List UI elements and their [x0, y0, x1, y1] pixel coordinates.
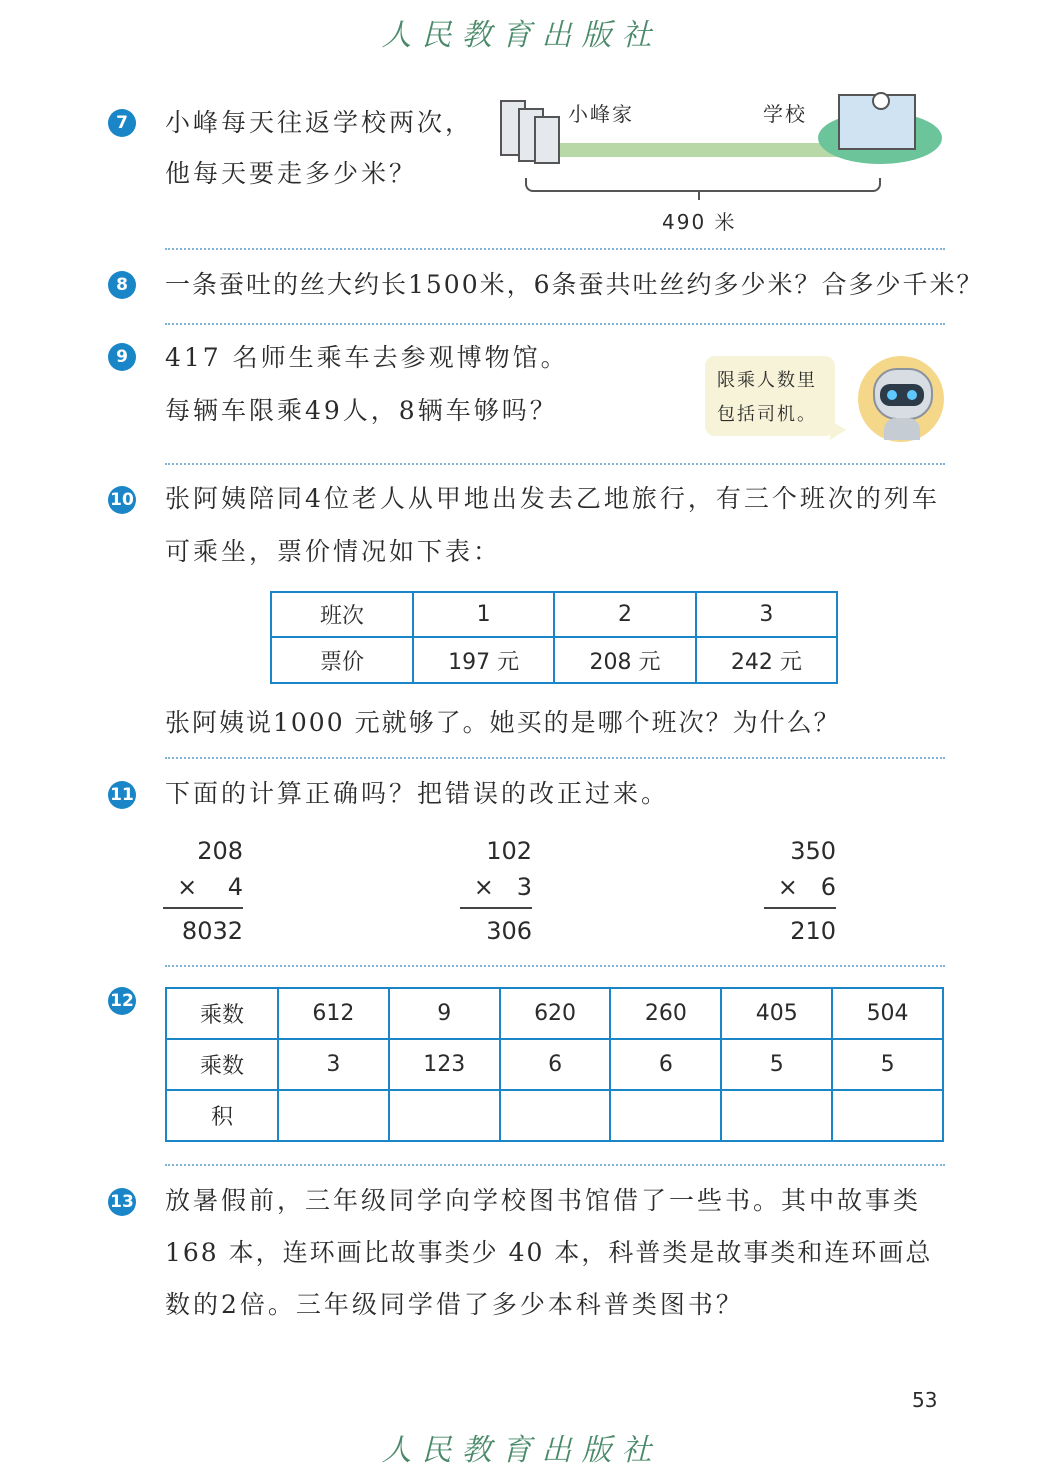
calc-result: 210	[790, 917, 836, 945]
table-cell: 612	[278, 988, 389, 1039]
table-cell: 504	[832, 988, 943, 1039]
answer-cell[interactable]	[389, 1090, 500, 1141]
ticket-price-table	[270, 591, 838, 684]
table-header-cell: 乘数	[166, 988, 278, 1039]
calc-multiplier: × 3	[473, 873, 532, 901]
bubble-line2: 包括司机。	[717, 404, 817, 425]
table-cell: 9	[389, 988, 500, 1039]
question-number-13: 13	[108, 1188, 136, 1216]
calculation-1	[163, 833, 243, 949]
question-number-7: 7	[108, 109, 136, 137]
table-row	[166, 1090, 943, 1141]
q7-text-line2: 他每天要走多少米？	[165, 159, 418, 188]
table-row	[166, 1039, 943, 1090]
home-label: 小峰家	[568, 102, 634, 126]
table-cell: 6	[610, 1039, 721, 1090]
calc-multiplicand: 350	[790, 837, 836, 865]
divider	[165, 757, 945, 759]
publisher-logo-bottom: 人民教育出版社	[381, 1433, 662, 1468]
school-label: 学校	[763, 102, 807, 126]
table-row	[166, 988, 943, 1039]
speech-bubble-tail	[830, 420, 846, 440]
q10-text-line1: 张阿姨陪同4位老人从甲地出发去乙地旅行，有三个班次的列车	[165, 484, 940, 513]
divider	[165, 965, 945, 967]
page-number: 53	[912, 1388, 938, 1412]
table-cell: 242 元	[696, 637, 837, 683]
table-cell: 260	[610, 988, 721, 1039]
table-cell: 208 元	[554, 637, 695, 683]
q7-text-line1: 小峰每天往返学校两次，	[165, 108, 474, 137]
answer-cell[interactable]	[500, 1090, 611, 1141]
answer-cell[interactable]	[832, 1090, 943, 1141]
table-cell: 123	[389, 1039, 500, 1090]
q9-text-line1: 417 名师生乘车去参观博物馆。	[165, 343, 569, 372]
table-cell: 1	[413, 592, 554, 637]
calc-result: 8032	[181, 917, 243, 945]
table-cell: 3	[278, 1039, 389, 1090]
calculation-2	[460, 833, 532, 949]
table-header-cell: 班次	[271, 592, 413, 637]
table-cell: 405	[721, 988, 832, 1039]
distance-brace-tick	[698, 190, 700, 200]
table-cell: 6	[500, 1039, 611, 1090]
speech-bubble	[705, 356, 835, 436]
table-header-cell: 票价	[271, 637, 413, 683]
table-row	[271, 637, 837, 683]
answer-cell[interactable]	[721, 1090, 832, 1141]
multiplication-table	[165, 987, 944, 1142]
question-number-11: 11	[108, 781, 136, 809]
table-cell: 3	[696, 592, 837, 637]
distance-brace	[525, 178, 881, 192]
distance-label: 490 米	[662, 210, 737, 234]
table-cell: 5	[721, 1039, 832, 1090]
calc-line	[764, 907, 836, 909]
q13-text-line1: 放暑假前，三年级同学向学校图书馆借了一些书。其中故事类	[165, 1186, 922, 1215]
answer-cell[interactable]	[278, 1090, 389, 1141]
table-cell: 620	[500, 988, 611, 1039]
q10-question: 张阿姨说1000 元就够了。她买的是哪个班次？为什么？	[165, 708, 841, 737]
q8-text: 一条蚕吐的丝大约长1500米，6条蚕共吐丝约多少米？合多少千米？	[165, 270, 984, 299]
calc-multiplicand: 102	[486, 837, 532, 865]
home-building-icon-3	[534, 116, 560, 164]
table-row	[271, 592, 837, 637]
q13-text-line2: 168 本，连环画比故事类少 40 本，科普类是故事类和连环画总	[165, 1238, 933, 1267]
table-cell: 2	[554, 592, 695, 637]
calc-line	[460, 907, 532, 909]
q10-text-line2: 可乘坐，票价情况如下表：	[165, 537, 502, 566]
calc-result: 306	[486, 917, 532, 945]
question-number-10: 10	[108, 486, 136, 514]
q13-text-line3: 数的2倍。三年级同学借了多少本科普类图书？	[165, 1290, 744, 1319]
road-path	[517, 143, 852, 157]
calc-multiplier: × 4	[177, 873, 243, 901]
table-cell: 5	[832, 1039, 943, 1090]
divider	[165, 248, 945, 250]
table-cell: 197 元	[413, 637, 554, 683]
question-number-8: 8	[108, 271, 136, 299]
table-header-cell: 乘数	[166, 1039, 278, 1090]
question-number-12: 12	[108, 987, 136, 1015]
calc-multiplicand: 208	[197, 837, 243, 865]
clock-icon	[872, 92, 890, 110]
calc-line	[163, 907, 243, 909]
divider	[165, 1164, 945, 1166]
divider	[165, 463, 945, 465]
divider	[165, 323, 945, 325]
q11-text: 下面的计算正确吗？把错误的改正过来。	[165, 779, 670, 808]
bubble-line1: 限乘人数里	[717, 370, 817, 391]
publisher-logo-top: 人民教育出版社	[381, 18, 662, 53]
table-header-cell: 积	[166, 1090, 278, 1141]
answer-cell[interactable]	[610, 1090, 721, 1141]
calc-multiplier: × 6	[777, 873, 836, 901]
question-number-9: 9	[108, 343, 136, 371]
calculation-3	[764, 833, 836, 949]
q9-text-line2: 每辆车限乘49人，8辆车够吗？	[165, 396, 558, 425]
